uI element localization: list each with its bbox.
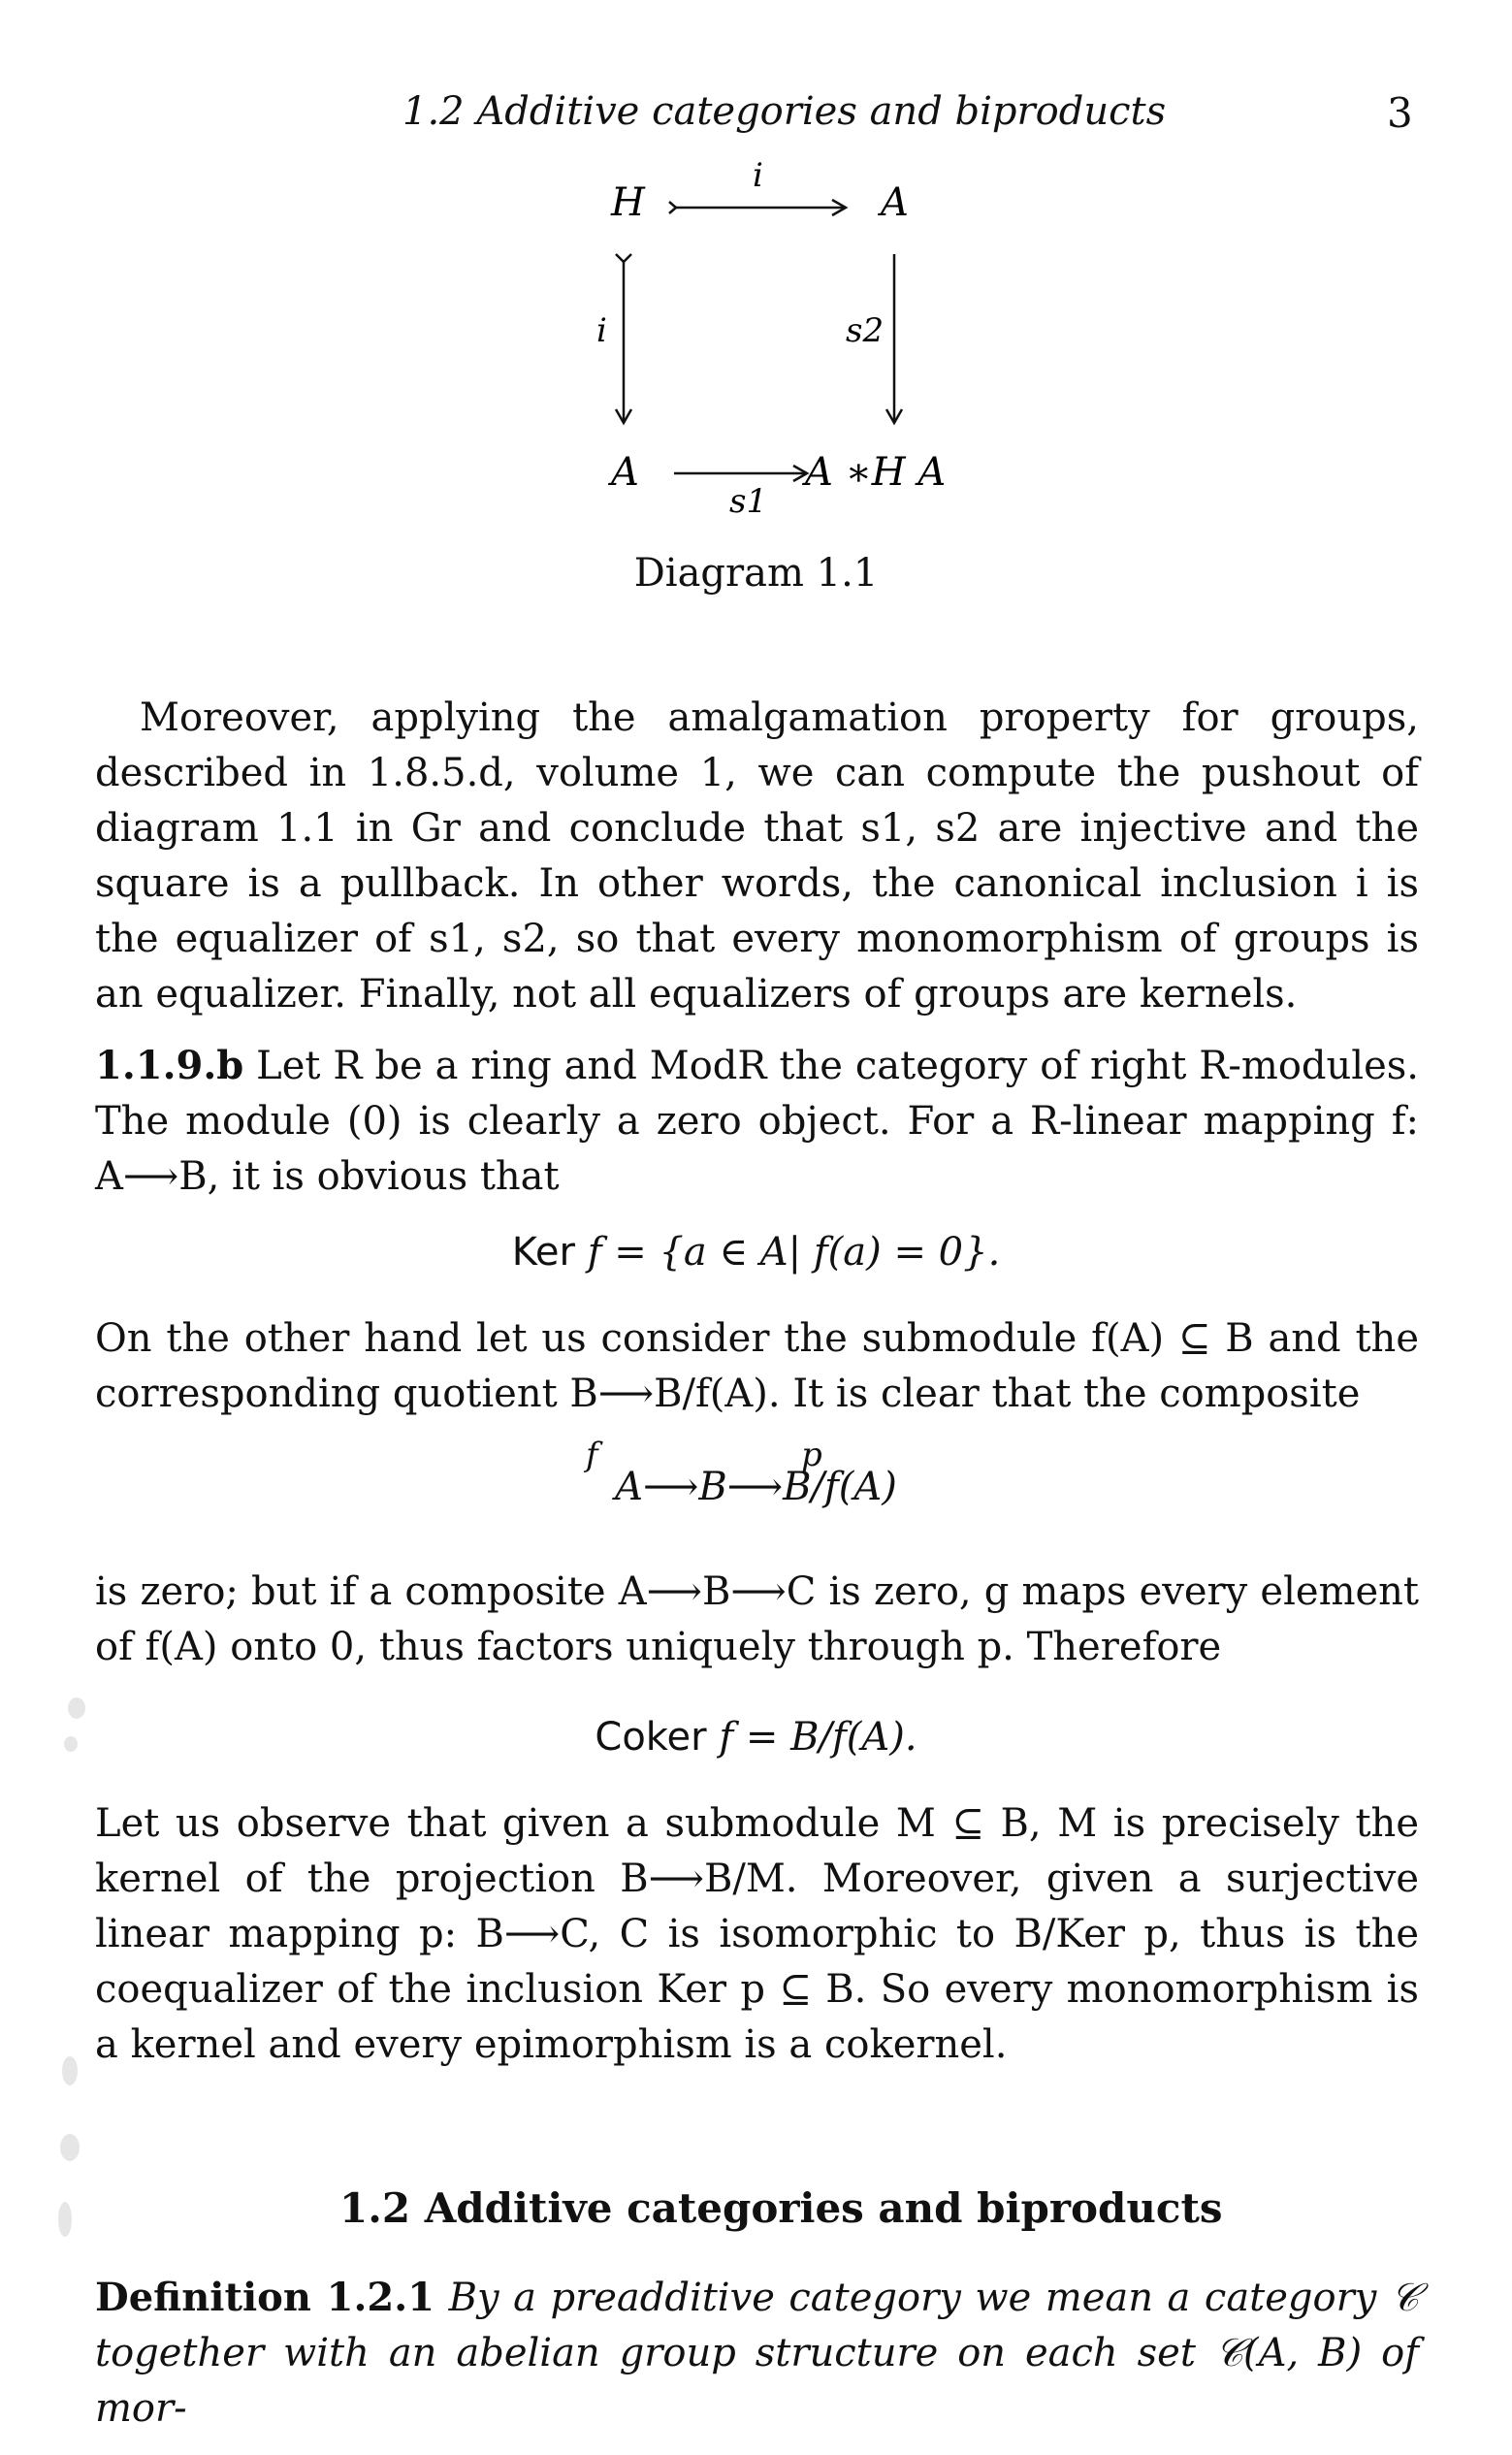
scan-speck <box>58 2202 72 2237</box>
page-number: 3 <box>1387 89 1413 137</box>
scan-speck <box>62 2056 78 2085</box>
scan-speck <box>64 1736 78 1752</box>
running-head: 1.2 Additive categories and biproducts <box>402 89 1167 134</box>
ker-definition: f = {a ∈ A| f(a) = 0}. <box>587 1230 1001 1275</box>
composite-label-f: f <box>586 1436 598 1474</box>
formula-cokernel <box>0 1715 1512 1760</box>
scan-speck <box>68 1697 85 1719</box>
paragraph-quotient: On the other hand let us consider the submodule f(A) ⊆ B and the corresponding quotient B⟶B/f(A). It is clear that the composite <box>95 1316 1419 1416</box>
coker-operator: Coker <box>595 1715 707 1760</box>
node-top-right: A <box>881 180 909 225</box>
bottom-arrow <box>674 466 807 481</box>
label-right-arrow: s2 <box>846 311 885 350</box>
label-left-arrow: i <box>596 311 607 350</box>
composite-label-p: p <box>801 1436 822 1474</box>
left-arrow <box>616 254 631 423</box>
paragraph-observation: Let us observe that given a submodule M ⊆ B, M is precisely the kernel of the projection B⟶B/M. Moreover, given a surjective linear mapping p: B⟶C, C is isomorphic to B/Ker p, thus is the coequalizer of the inclusion Ker p ⊆ B. So every monomorphism is a kernel and every epimorphism is a cokernel. <box>95 1801 1419 2067</box>
composite-expression: A⟶B⟶B/f(A) <box>615 1465 897 1509</box>
section-heading: 1.2 Additive categories and biproducts <box>339 2184 1223 2232</box>
formula-kernel <box>0 1230 1512 1275</box>
label-bottom-arrow: s1 <box>729 482 768 521</box>
coker-definition: f = B/f(A). <box>719 1715 917 1760</box>
paragraph-amalgamation: Moreover, applying the amalgamation property for groups, described in 1.8.5.d, volume 1, we can compute the pushout of diagram 1.1 in Gr and conclude that s1, s2 are injective and the square is a pullback. In other words, the canonical inclusion i is the equalizer of s1, s2, so that every monomorphism of groups is an equalizer. Finally, not all equalizers of groups are kernels. <box>95 695 1419 1017</box>
right-arrow <box>886 254 902 423</box>
top-arrow <box>669 200 846 215</box>
ker-operator: Ker <box>511 1230 575 1275</box>
node-bottom-left: A <box>611 450 639 495</box>
diagram-caption: Diagram 1.1 <box>633 551 879 596</box>
paragraph-label: 1.1.9.b <box>95 1043 244 1088</box>
paragraph-modules <box>95 1038 1419 1205</box>
label-top-arrow: i <box>753 156 763 195</box>
definition-text: By a preadditive category we mean a category 𝒞 together with an abelian group structure on each set 𝒞(A, B) of mor- <box>95 2276 1420 2431</box>
definition-block <box>95 2270 1419 2437</box>
node-top-left: H <box>611 180 645 225</box>
node-bottom-right: A ∗H A <box>805 450 947 495</box>
formula-composite <box>0 1436 1512 1509</box>
scan-speck <box>60 2134 80 2161</box>
paragraph-zero-composite: is zero; but if a composite A⟶B⟶C is zero, g maps every element of f(A) onto 0, thus factors uniquely through p. Therefore <box>95 1569 1419 1669</box>
paragraph-modules-text: Let R be a ring and ModR the category of right R-modules. The module (0) is clearly a zero object. For a R-linear mapping f: A⟶B, it is obvious that <box>95 1044 1419 1199</box>
definition-label: Definition 1.2.1 <box>95 2275 435 2320</box>
commutative-diagram <box>0 145 1512 689</box>
